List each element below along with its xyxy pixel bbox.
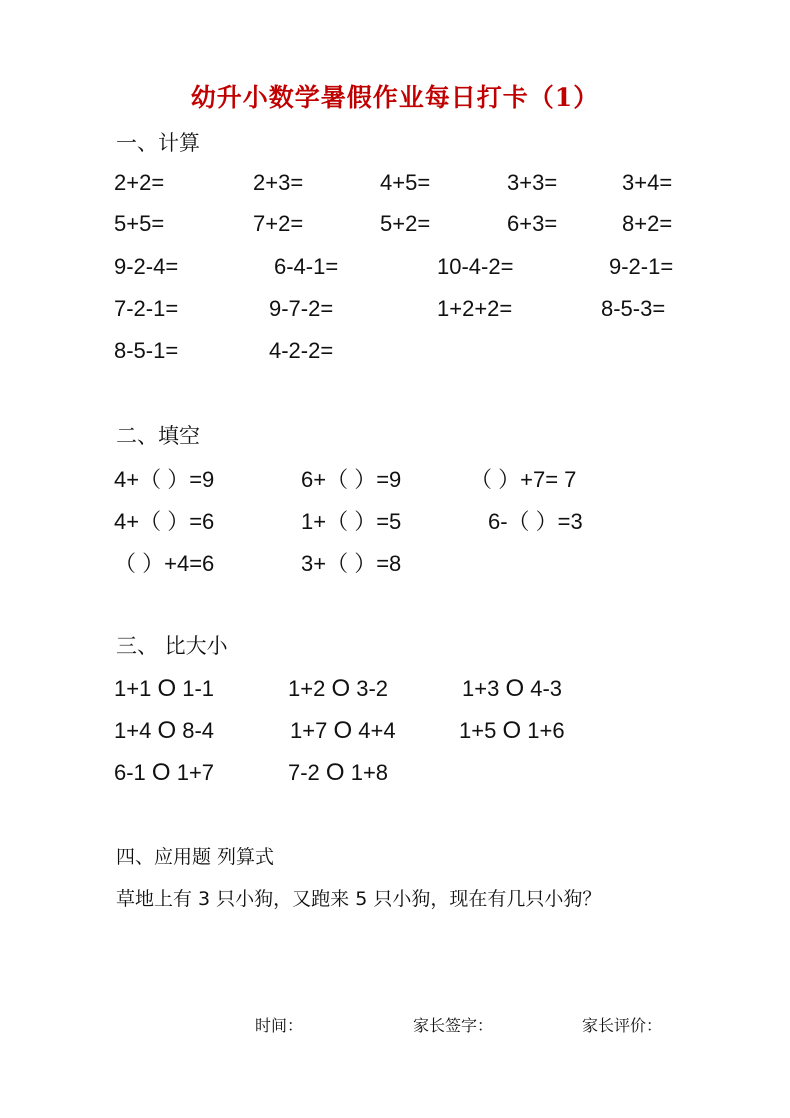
calc-problem: 10-4-2=	[437, 254, 514, 279]
time-label: 时间：	[255, 1016, 304, 1035]
compare-left: 1+3	[462, 676, 500, 701]
fill-in-problem: 6+（ ）=9	[301, 467, 402, 492]
compare-problem	[459, 717, 565, 745]
compare-circle: O	[505, 675, 525, 702]
calc-problem: 2+3=	[253, 170, 304, 195]
compare-left: 1+4	[114, 718, 152, 743]
compare-circle: O	[325, 759, 345, 786]
fill-in-problem: 4+（ ）=6	[114, 509, 215, 534]
compare-left: 1+2	[288, 676, 326, 701]
compare-left: 7-2	[288, 760, 320, 785]
compare-problem	[288, 675, 388, 703]
calc-problem: 5+5=	[114, 211, 165, 236]
compare-left: 1+1	[114, 676, 152, 701]
compare-right: 1-1	[182, 676, 215, 701]
calc-problem: 4+5=	[380, 170, 431, 195]
compare-right: 3-2	[356, 676, 389, 701]
compare-right: 4-3	[530, 676, 563, 701]
calc-problem: 8+2=	[622, 211, 673, 236]
compare-right: 4+4	[358, 718, 396, 743]
compare-left: 1+5	[459, 718, 497, 743]
calc-problem: 5+2=	[380, 211, 431, 236]
compare-circle: O	[157, 675, 177, 702]
compare-left: 6-1	[114, 760, 146, 785]
compare-right: 8-4	[182, 718, 215, 743]
section-heading-calculation: 一、计算	[116, 131, 200, 155]
compare-circle: O	[502, 717, 522, 744]
parent-evaluation-label: 家长评价：	[582, 1016, 663, 1035]
parent-signature-label: 家长签字：	[413, 1016, 494, 1035]
calc-problem: 4-2-2=	[269, 338, 334, 363]
fill-in-problem: 3+（ ）=8	[301, 551, 402, 576]
compare-right: 1+6	[527, 718, 565, 743]
calc-problem: 3+3=	[507, 170, 558, 195]
word-problem-text: 草地上有 3 只小狗，又跑来 5 只小狗，现在有几只小狗？	[116, 888, 602, 910]
fill-in-problem: （ ）+4=6	[114, 551, 215, 576]
compare-problem	[290, 717, 396, 745]
section-heading-word-problem: 四、应用题 列算式	[116, 846, 275, 868]
fill-in-problem: 4+（ ）=9	[114, 467, 215, 492]
fill-in-problem: 1+（ ）=5	[301, 509, 402, 534]
compare-circle: O	[333, 717, 353, 744]
calc-problem: 8-5-3=	[601, 296, 666, 321]
compare-circle: O	[331, 675, 351, 702]
compare-right: 1+7	[176, 760, 215, 785]
calc-problem: 7+2=	[253, 211, 304, 236]
compare-left: 1+7	[290, 718, 328, 743]
calc-problem: 9-2-1=	[609, 254, 674, 279]
calc-problem: 9-2-4=	[114, 254, 179, 279]
calc-problem: 6-4-1=	[274, 254, 339, 279]
compare-right: 1+8	[350, 760, 389, 785]
fill-in-problem: 6-（ ）=3	[488, 509, 583, 534]
compare-circle: O	[157, 717, 177, 744]
section-heading-compare: 三、 比大小	[116, 634, 228, 658]
calc-problem: 7-2-1=	[114, 296, 179, 321]
section-heading-fill-in: 二、填空	[116, 424, 200, 448]
calc-problem: 1+2+2=	[437, 296, 513, 321]
calc-problem: 8-5-1=	[114, 338, 179, 363]
compare-problem	[288, 759, 388, 787]
calc-problem: 2+2=	[114, 170, 165, 195]
compare-problem	[114, 759, 214, 787]
calc-problem: 9-7-2=	[269, 296, 334, 321]
calc-problem: 3+4=	[622, 170, 673, 195]
compare-circle: O	[151, 759, 171, 786]
fill-in-problem: （ ）+7= 7	[470, 467, 577, 492]
calc-problem: 6+3=	[507, 211, 558, 236]
compare-problem	[114, 675, 214, 703]
compare-problem	[462, 675, 562, 703]
page-title: 幼升小数学暑假作业每日打卡（1）	[190, 83, 600, 112]
compare-problem	[114, 717, 214, 745]
